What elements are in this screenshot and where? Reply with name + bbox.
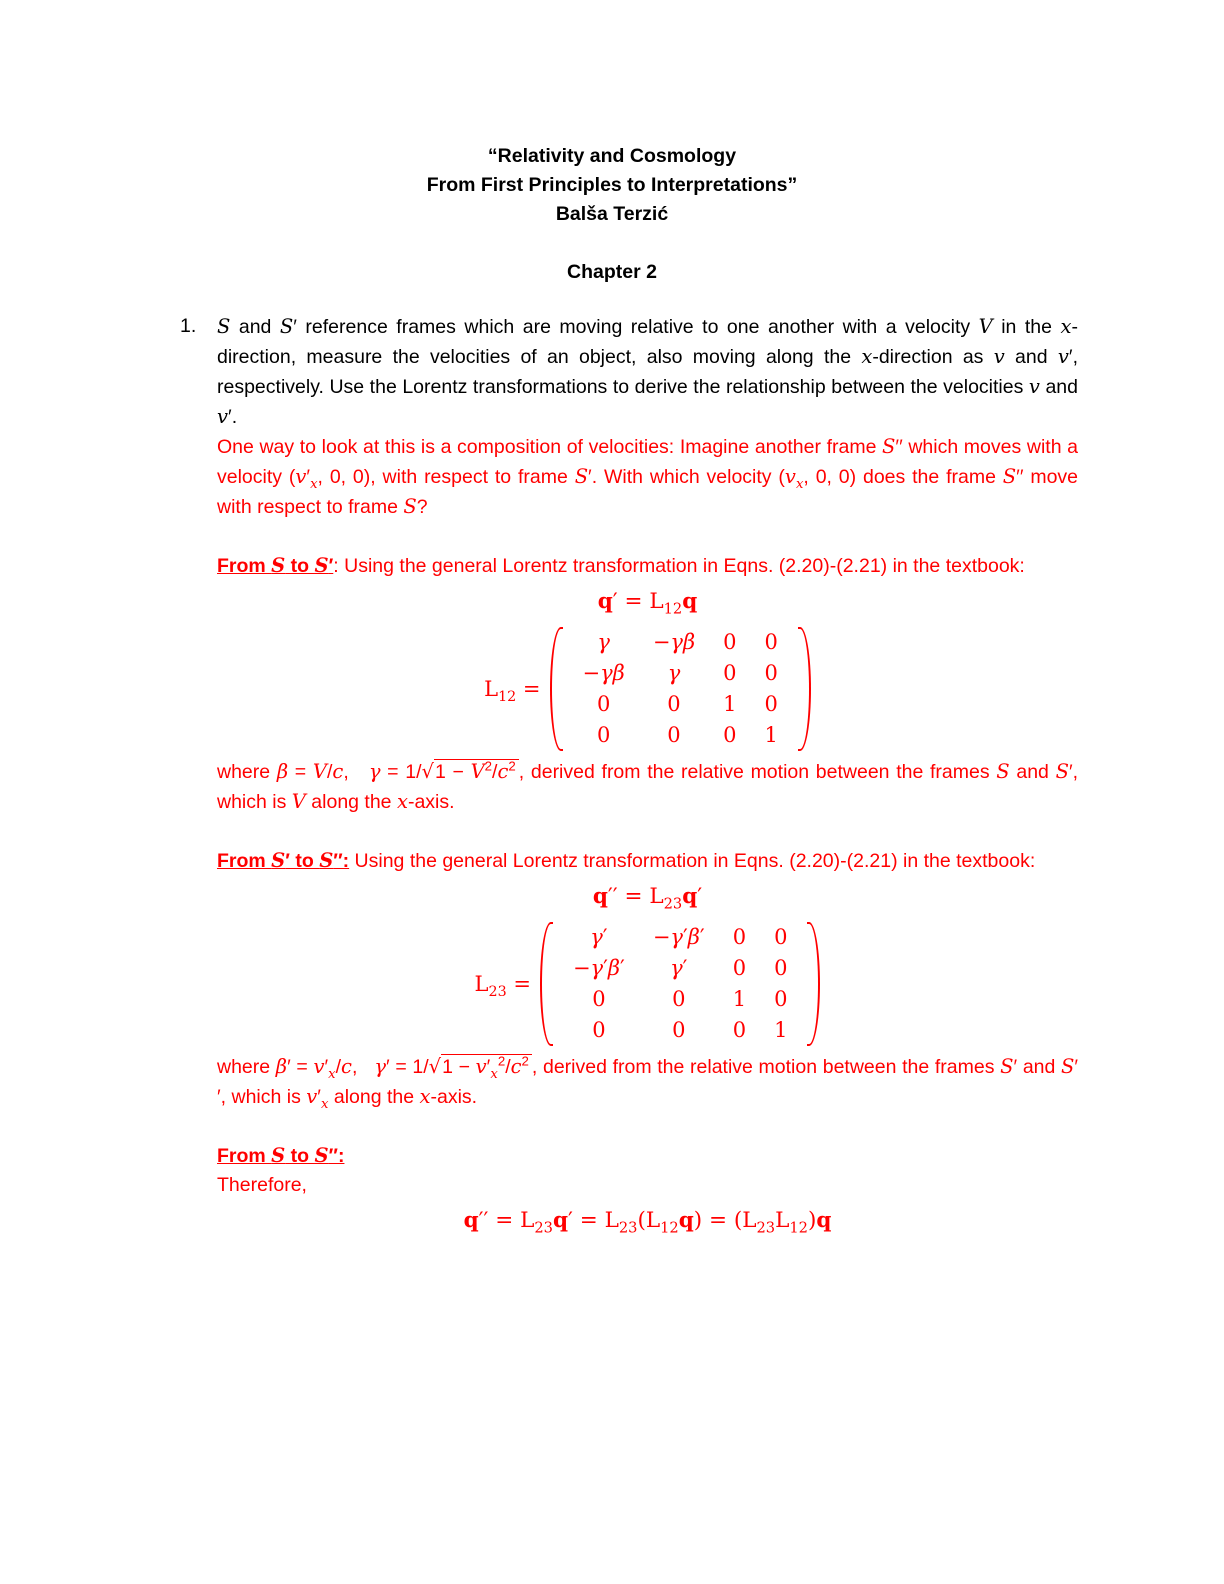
matrix-equation-l23 (217, 919, 1078, 1049)
solution-intro: One way to look at this is a composition of velocities: Imagine another frame S′′ which moves with a velocity ($v'_x$, 0, 0), with respect to frame S′. With which velocity ($v_x$, 0, 0) does the frame S′′ move with respect to frame S? (217, 435, 1079, 518)
matrix-cell: 1 (723, 692, 737, 716)
matrix-cell: −γ′β′ (652, 925, 705, 949)
matrix-cell: 0 (723, 630, 737, 654)
matrix-cell: 0 (774, 956, 788, 980)
matrix-cell: 0 (732, 925, 747, 949)
matrix-cell: 0 (672, 1018, 686, 1042)
chapter-heading: Chapter 2 (567, 261, 657, 283)
matrix-cell: 0 (596, 723, 611, 747)
matrix-cell: 0 (774, 925, 788, 949)
matrix-equation-l12 (217, 624, 1078, 754)
matrix-cell: 0 (667, 723, 681, 747)
step2-heading (217, 846, 1078, 876)
matrix-cell: γ′ (590, 925, 608, 949)
matrix-cell: 1 (774, 1018, 788, 1042)
matrix-cell: 1 (732, 987, 747, 1011)
step1-equation: $q' = L_{12}q$ (597, 589, 698, 618)
matrix-cell: γ′ (670, 956, 688, 980)
matrix-l23-label: $L_{23}$ = (474, 971, 531, 1000)
step1-heading-label: From S to S′ (217, 554, 334, 577)
matrix-cell: γ (597, 630, 610, 654)
doc-author: Balša Terzić (555, 203, 669, 225)
matrix-cell: 0 (672, 987, 686, 1011)
matrix-cell: −γ′β′ (572, 956, 625, 980)
matrix-l12 (565, 624, 796, 754)
step1-where: where β = V/c, $\gamma = 1/√1 - V^2/c^2$ , derived from the relative motion between the frames S and S′, which is V along the x-axis. (217, 758, 1079, 813)
matrix-cell: 0 (732, 1018, 747, 1042)
final-equation: $q'' = L_{23}q' = L_{23}(L_{12}q) = (L_{23}L_{12})q$ (463, 1208, 832, 1237)
step2-heading-text: Using the general Lorentz transformation in Eqns. (2.20)-(2.21) in the textbook: (349, 850, 1036, 872)
matrix-cell: γ (667, 661, 681, 685)
matrix-cell: −γβ (582, 661, 625, 685)
problem-1 (146, 312, 1078, 1241)
step2-heading-label: From S′ to S′′: (217, 849, 350, 872)
matrix-cell: 0 (592, 1018, 606, 1042)
matrix-cell: 0 (774, 987, 788, 1011)
document-header (146, 142, 1078, 287)
doc-title-line-1: “Relativity and Cosmology (487, 145, 737, 167)
matrix-cell: 0 (596, 692, 611, 716)
matrix-l12-label: $L_{12}$ = (484, 676, 541, 705)
matrix-open-paren (540, 922, 553, 1046)
matrix-cell: 0 (667, 692, 681, 716)
step3-heading: From S to S′′: (217, 1144, 345, 1167)
doc-title-line-2: From First Principles to Interpretations” (426, 174, 798, 196)
step1-heading-text: : Using the general Lorentz transformation in Eqns. (2.20)-(2.21) in the textbook: (333, 555, 1025, 577)
matrix-cell: 0 (732, 956, 747, 980)
matrix-close-paren (798, 627, 811, 751)
matrix-cell: 0 (723, 661, 737, 685)
step2-where: where $\beta' = v'_x/c$, $\gamma' = 1/√1 - v'_x^2/c^2$ , derived from the relative motion between the frames S′ and S′′, which is $v'_x$ along the x-axis. (217, 1053, 1079, 1112)
matrix-cell: 1 (764, 723, 778, 747)
matrix-cell: 0 (723, 723, 737, 747)
matrix-cell: 0 (592, 987, 606, 1011)
matrix-open-paren (550, 627, 563, 751)
therefore-text: Therefore, (217, 1174, 307, 1196)
step1-heading (217, 551, 1078, 581)
matrix-cell: 0 (764, 630, 778, 654)
matrix-close-paren (807, 922, 820, 1046)
problem-statement: S and S′ reference frames which are moving relative to one another with a velocity V in the x-direction, measure the velocities of an object, also moving along the x-direction as v and v′, respectively. Use the Lorentz transformations to derive the relationship between the velocities v and v′. (217, 315, 1078, 428)
step2-equation: $q'' = L_{23}q'$ (592, 884, 703, 913)
matrix-cell: 0 (764, 692, 778, 716)
problem-number: 1. (180, 315, 197, 337)
matrix-cell: −γβ (652, 630, 696, 654)
problem-body (217, 312, 1078, 1241)
matrix-l23 (555, 919, 806, 1049)
matrix-cell: 0 (764, 661, 778, 685)
